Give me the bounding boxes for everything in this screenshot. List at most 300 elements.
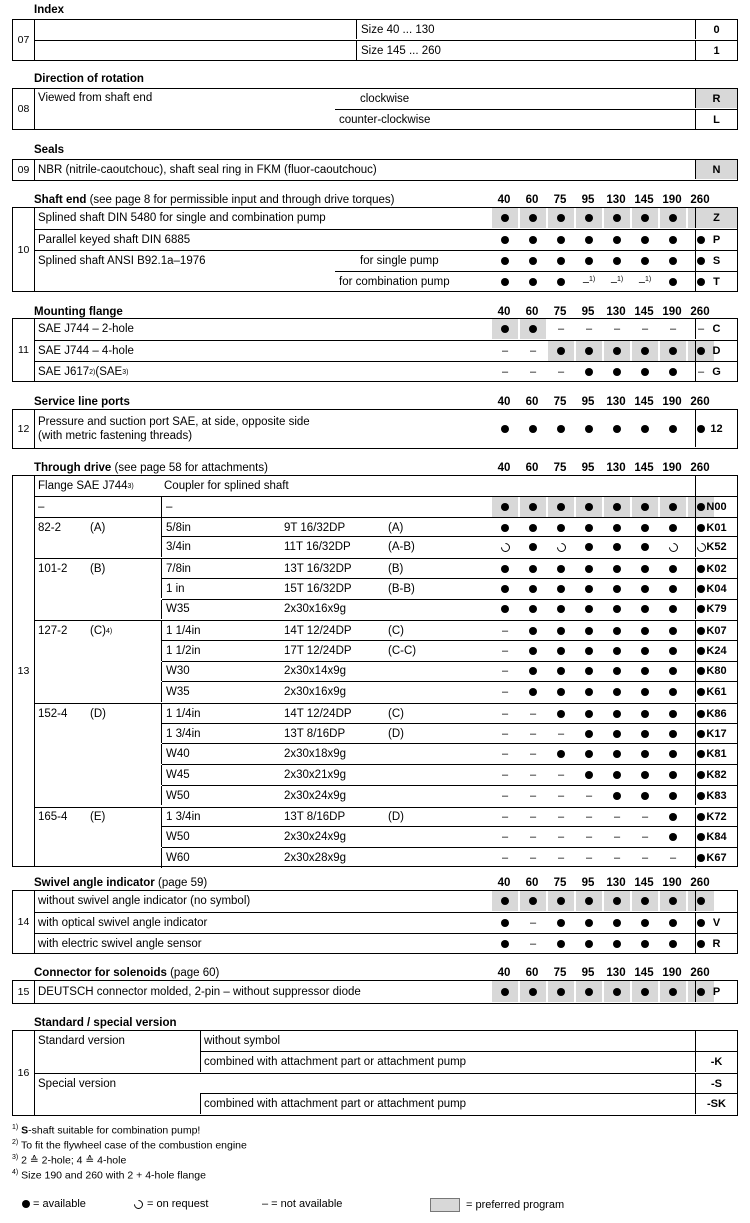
through-code[interactable]: K80 [695,662,737,682]
through-title-wrap [12,461,738,475]
availability-cell-145 [632,341,658,361]
availability-cell-130 [604,319,630,339]
through-coupler-size [166,641,201,661]
through-coupler-spec [284,682,346,702]
through-flange-divider [161,682,162,702]
available-dot-icon [641,368,649,376]
availability-cell-145 [632,724,658,744]
version-option [204,1052,466,1072]
availability-cell-95 [576,230,602,250]
through-coupler-size [166,662,190,682]
swivel-availability [492,934,718,954]
available-dot-icon [669,425,677,433]
availability-cell-60 [520,724,546,744]
through-coupler-spec-text: 14T 12/24DP [284,707,352,720]
availability-cell-60 [520,934,546,954]
available-dot-icon [641,565,649,573]
seals-title [12,143,738,157]
not-available-mark: – [641,831,649,844]
available-dot-icon [585,585,593,593]
through-code[interactable]: K52 [695,537,737,557]
available-dot-icon [613,368,621,376]
through-code[interactable]: K02 [695,559,737,579]
through-code[interactable]: K01 [695,518,737,538]
available-dot-icon [585,688,593,696]
through-coupler-size-text: W50 [166,831,190,844]
swivel-row [34,912,737,933]
legend-not-available [262,1198,342,1210]
swivel-title-text: Swivel angle indicator [34,877,155,889]
available-dot-icon [613,688,621,696]
index-code[interactable]: 1 [695,41,737,60]
availability-cell-40 [492,251,518,271]
available-dot-icon [501,425,509,433]
availability-cell-130 [604,272,630,292]
not-available-mark: – [501,366,509,378]
swivel-code[interactable] [695,891,737,911]
not-available-mark: – [557,789,565,802]
available-dot-icon [669,710,677,718]
available-dot-icon [669,524,677,532]
ports-position-number: 12 [13,410,35,448]
through-head-coupler [164,476,289,496]
availability-cell-95 [576,518,602,538]
availability-cell-95 [576,786,602,806]
availability-cell-40 [492,641,518,661]
swivel-subtitle: (page 59) [154,877,208,889]
availability-cell-95 [576,362,602,382]
through-code[interactable]: K67 [695,848,737,868]
available-dot-icon [669,214,677,222]
availability-cell-130 [604,518,630,538]
availability-cell-95 [576,827,602,847]
not-available-mark: – [613,851,621,864]
availability-cell-190 [660,362,686,382]
availability-cell-130 [604,600,630,620]
availability-cell-190 [660,579,686,599]
available-dot-icon [585,647,593,655]
available-dot-icon [613,425,621,433]
availability-cell-95 [576,641,602,661]
through-code[interactable]: K61 [695,682,737,702]
seals-title-text: Seals [34,144,65,156]
availability-cell-190 [660,848,686,868]
version-option [204,1031,280,1051]
not-available-mark: – [501,851,509,864]
swivel-code[interactable]: V [695,913,737,933]
available-dot-icon [669,897,677,905]
availability-cell-190 [660,621,686,641]
not-available-mark: – [585,323,593,335]
not-available-mark: – [697,323,705,335]
availability-cell-130 [604,786,630,806]
availability-cell-145 [632,934,658,954]
not-available-mark: – [501,707,509,720]
available-dot-icon [529,897,537,905]
availability-cell-60 [520,621,546,641]
availability-cell-60 [520,410,546,447]
not-available-mark: – [557,366,565,378]
availability-cell-60 [520,341,546,361]
not-available-mark: – [529,789,537,802]
version-title-wrap [12,1016,738,1030]
through-availability [492,641,718,661]
availability-cell-190 [660,891,686,911]
through-coupler-class-text: (B) [388,562,404,575]
version-code[interactable] [695,1031,737,1051]
shaft-code[interactable]: T [695,272,737,292]
through-flange-divider [161,559,162,579]
shaft-code[interactable]: S [695,251,737,271]
version-title [12,1016,738,1030]
not-available-mark: – [585,831,593,844]
available-dot-icon [557,897,565,905]
available-dot-icon [557,988,565,996]
through-availability [492,827,718,847]
through-row [34,682,737,702]
ports-code[interactable]: 12 [695,410,737,447]
mounting-code[interactable]: C [695,319,737,339]
swivel-label [38,891,250,911]
not-available-mark: – [669,323,677,335]
available-dot-icon [669,688,677,696]
not-available-mark: –$^{1)}$ [610,275,624,289]
index-table [12,19,738,61]
through-coupler-size [166,765,190,785]
availability-cell-145 [632,559,658,579]
footnote-marker: 4) [12,1169,19,1176]
swivel-availability [492,891,718,911]
through-coupler-spec-text: 2x30x16x9g [284,686,347,699]
version-col-divider [200,1052,201,1072]
available-dot-icon [585,565,593,573]
available-dot-icon [613,605,621,613]
availability-cell-60 [520,786,546,806]
footnote-marker: 3) [12,1154,19,1161]
available-dot-icon [22,1200,30,1208]
through-coupler-class [388,704,404,724]
through-coupler-spec-text: 2x30x14x9g [284,665,347,678]
availability-cell-40 [492,981,518,1002]
availability-cell-95 [576,341,602,361]
version-code[interactable]: -SK [695,1094,737,1114]
version-option [204,1094,466,1114]
shaft-sub-label-text: for combination pump [339,276,450,288]
availability-cell-130 [604,362,630,382]
through-availability [492,765,718,785]
through-code[interactable]: K17 [695,724,737,744]
not-available-mark: – [641,323,649,335]
not-available-mark: – [501,748,509,761]
availability-cell-95 [576,559,602,579]
through-flange-size [38,559,67,579]
availability-cell-40 [492,744,518,764]
availability-cell-190 [660,827,686,847]
availability-cell-145 [632,518,658,538]
connector-row [34,981,737,1002]
seals-position-number: 09 [13,160,35,180]
not-available-mark: – [501,644,509,657]
through-code[interactable]: K04 [695,579,737,599]
available-dot-icon [669,647,677,655]
shaft-label-text: Splined shaft DIN 5480 for single and combination pump [38,212,326,224]
index-code[interactable]: 0 [695,20,737,39]
shaft-label-text: Splined shaft ANSI B92.1a–1976 [38,255,206,267]
available-dot-icon [669,347,677,355]
availability-cell-130 [604,230,630,250]
rotation-row [335,109,737,129]
through-coupler-spec [284,621,352,641]
not-available-mark: – [501,665,509,678]
availability-cell-60 [520,827,546,847]
through-coupler-size-text: 1 in [166,582,185,595]
available-dot-icon [613,347,621,355]
shaft-availability [492,251,718,271]
availability-cell-190 [660,537,686,557]
through-code[interactable]: K81 [695,744,737,764]
availability-cell-190 [660,518,686,538]
through-coupler-size [166,579,185,599]
index-box [12,19,738,61]
through-availability [492,662,718,682]
availability-cell-75 [548,319,574,339]
through-coupler-spec [284,537,351,557]
footnote-text: To fit the flywheel case of the combustion engine [20,1139,247,1152]
footnote-bold: S [21,1124,29,1137]
availability-cell-130 [604,934,630,954]
shaft-code[interactable]: Z [695,208,737,228]
available-dot-icon [557,647,565,655]
legend-on-request-text: = on request [147,1198,209,1210]
seals-row [34,160,737,179]
connector-title-text: Connector for solenoids [34,967,167,979]
mounting-label: SAE J744 – 4-hole [38,345,134,357]
size-col-95: 95 [581,967,595,979]
connector-code[interactable]: P [695,981,737,1002]
available-dot-icon [613,988,621,996]
through-code[interactable]: K83 [695,786,737,806]
rotation-code[interactable]: L [695,110,737,129]
mounting-code[interactable]: D [695,341,737,361]
through-coupler-size-text: 1 3/4in [166,811,201,824]
version-row [34,1073,737,1094]
availability-cell-130 [604,744,630,764]
availability-cell-95 [576,704,602,724]
availability-cell-190 [660,682,686,702]
available-dot-icon [585,667,593,675]
through-availability [492,559,718,579]
index-title-wrap [12,3,738,17]
available-dot-icon [669,988,677,996]
availability-cell-190 [660,251,686,271]
through-position-number: 13 [13,476,35,866]
availability-cell-40 [492,319,518,339]
available-dot-icon [641,919,649,927]
through-code[interactable]: N00 [695,497,737,517]
availability-cell-95 [576,913,602,933]
availability-cell-75 [548,808,574,828]
size-col-95: 95 [581,396,595,408]
availability-cell-95 [576,682,602,702]
through-flange-size-text: – [38,500,45,513]
mounting-code[interactable]: G [695,362,737,382]
shaft-subtitle: (see page 8 for permissible input and through drive torques) [86,194,395,206]
version-code[interactable]: -K [695,1052,737,1072]
swivel-code[interactable]: R [695,934,737,954]
legend-preferred [430,1198,564,1212]
availability-cell-75 [548,208,574,228]
through-coupler-class-text: (B-B) [388,582,415,595]
through-row [34,744,737,764]
through-code[interactable]: K72 [695,808,737,828]
through-coupler-spec-text: 2x30x16x9g [284,603,347,616]
through-coupler-size [166,621,201,641]
through-code[interactable]: K79 [695,600,737,620]
through-availability [492,600,718,620]
available-dot-icon [641,524,649,532]
available-dot-icon [669,792,677,800]
size-col-260: 260 [690,462,710,474]
through-row [34,786,737,806]
size-col-75: 75 [553,967,567,979]
available-dot-icon [557,524,565,532]
swivel-position-number: 14 [13,891,35,953]
available-dot-icon [669,813,677,821]
through-code[interactable]: K82 [695,765,737,785]
availability-cell-145 [632,662,658,682]
availability-cell-95 [576,537,602,557]
availability-cell-145 [632,230,658,250]
availability-cell-40 [492,621,518,641]
not-available-mark: – [529,366,537,378]
available-dot-icon [529,257,537,265]
through-flange-class: (C) 4) [90,625,113,638]
swivel-table [12,890,738,954]
availability-cell-145 [632,808,658,828]
available-dot-icon [501,605,509,613]
not-available-mark: – [529,768,537,781]
through-availability [492,579,718,599]
through-flange-divider [161,579,162,599]
through-coupler-spec [284,704,352,724]
availability-cell-60 [520,579,546,599]
available-dot-icon [501,257,509,265]
available-dot-icon [585,897,593,905]
shaft-code[interactable]: P [695,230,737,250]
availability-cell-145 [632,251,658,271]
through-head-code [695,476,737,496]
through-coupler-class [388,724,404,744]
not-available-mark: – [529,811,537,824]
rotation-code[interactable]: R [695,89,737,108]
swivel-availability [492,913,718,933]
rotation-table [12,88,738,130]
seals-code[interactable]: N [695,160,737,179]
through-code[interactable]: K84 [695,827,737,847]
availability-cell-60 [520,913,546,933]
available-dot-icon [557,667,565,675]
version-option-text: combined with attachment part or attachment pump [204,1098,467,1110]
through-coupler-spec-text: 2x30x21x9g [284,768,347,781]
available-dot-icon [557,257,565,265]
through-coupler-spec-text: 13T 8/16DP [284,727,346,740]
through-row [34,476,737,496]
available-dot-icon [585,347,593,355]
ports-title-text: Service line ports [34,396,130,408]
availability-cell-95 [576,579,602,599]
through-flange-class: (B) [90,562,106,575]
availability-cell-40 [492,848,518,868]
availability-cell-75 [548,765,574,785]
size-col-190: 190 [662,877,682,889]
connector-availability [492,981,718,1002]
through-flange-divider [161,786,162,806]
available-dot-icon [529,627,537,635]
availability-cell-190 [660,934,686,954]
availability-cell-130 [604,251,630,271]
size-col-40: 40 [497,306,511,318]
footnote-marker: 2) [12,1139,19,1146]
available-dot-icon [585,771,593,779]
version-code[interactable]: -S [695,1074,737,1094]
mounting-row [34,319,737,339]
not-available-mark: – [529,707,537,720]
through-code[interactable]: K24 [695,641,737,661]
through-coupler-spec-text: 15T 16/32DP [284,582,352,595]
available-dot-icon [501,325,509,333]
available-dot-icon [641,627,649,635]
availability-cell-145 [632,848,658,868]
index-title [12,3,738,17]
through-coupler-size [166,724,201,744]
through-flange-divider [161,704,162,724]
availability-cell-75 [548,230,574,250]
through-coupler-class-text: (D) [388,811,404,824]
available-dot-icon [501,565,509,573]
through-code[interactable]: K86 [695,704,737,724]
size-col-145: 145 [634,462,654,474]
through-coupler-size-text: 3/4in [166,541,191,554]
mounting-box [12,318,738,382]
preferred-swatch [430,1198,460,1212]
through-coupler-spec [284,827,346,847]
through-coupler-spec [284,579,352,599]
availability-cell-60 [520,537,546,557]
through-coupler-class [388,559,403,579]
availability-cell-145 [632,537,658,557]
size-col-130: 130 [606,462,626,474]
size-col-130: 130 [606,306,626,318]
through-row [34,600,737,620]
through-flange-divider [161,744,162,764]
not-available-mark: – [557,851,565,864]
seals-title-wrap [12,143,738,157]
through-code[interactable]: K07 [695,621,737,641]
available-dot-icon [501,214,509,222]
availability-cell-145 [632,891,658,911]
available-dot-icon [557,278,565,286]
available-dot-icon [585,503,593,511]
available-dot-icon [557,940,565,948]
availability-cell-95 [576,410,602,447]
through-coupler-spec [284,848,346,868]
availability-cell-145 [632,981,658,1002]
ports-label-line1: Pressure and suction port SAE, at side, opposite side [38,415,310,428]
through-coupler-class-text: (C-C) [388,644,417,657]
availability-cell-40 [492,765,518,785]
available-dot-icon [641,543,649,551]
availability-cell-190 [660,786,686,806]
